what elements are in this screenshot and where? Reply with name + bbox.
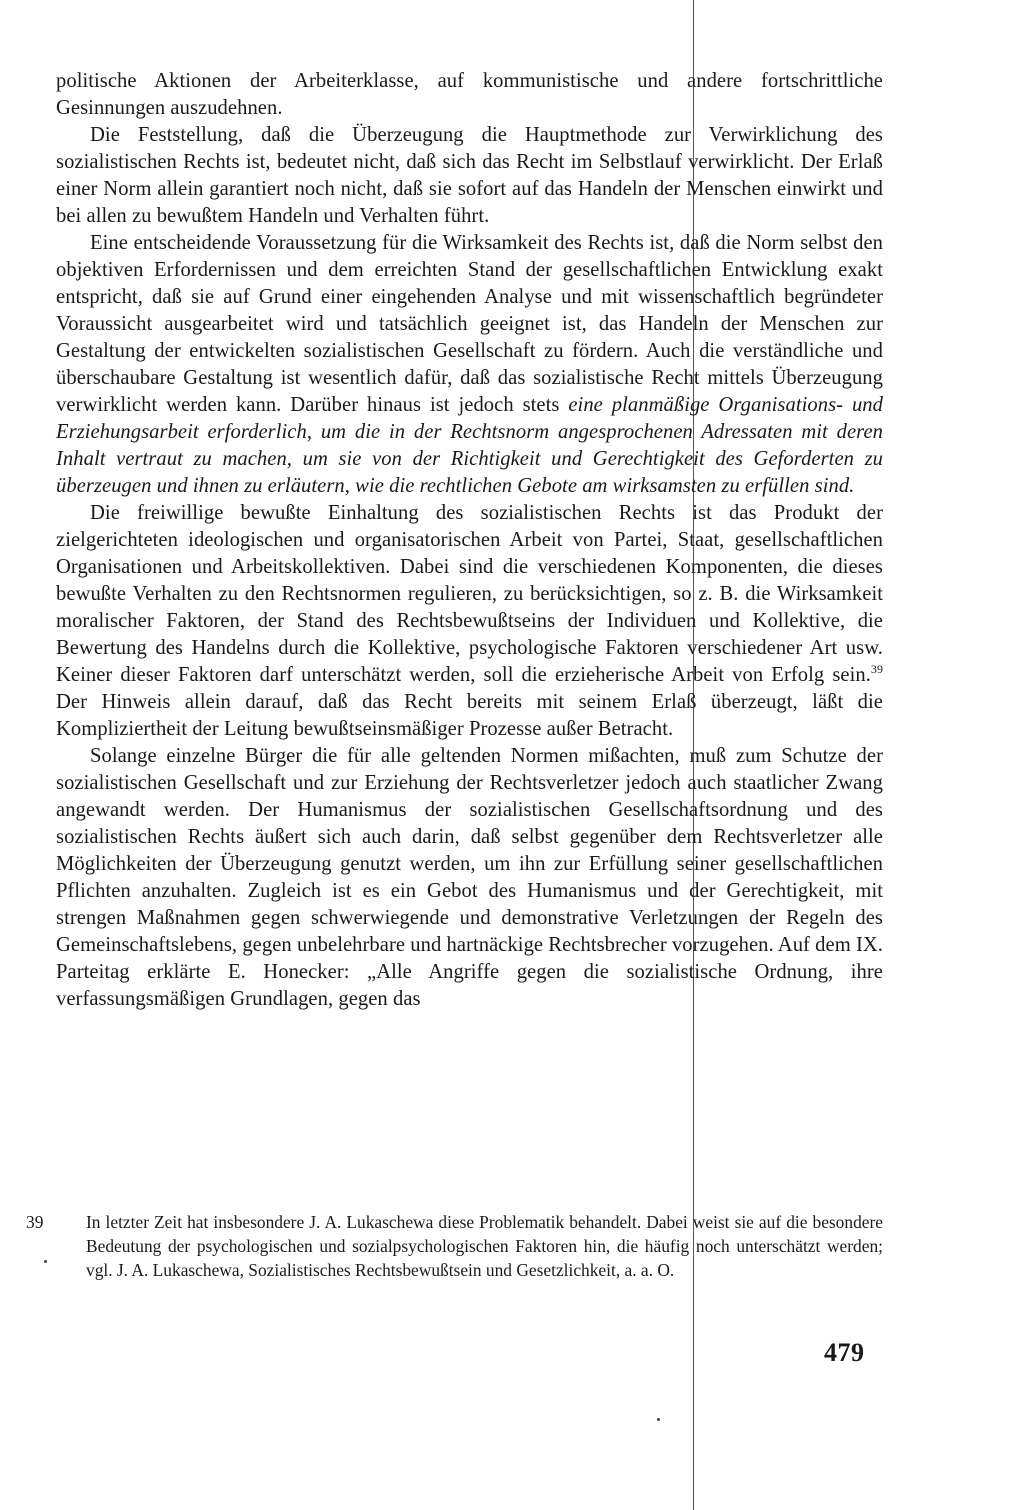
- paragraph-3-text: Eine entscheidende Voraussetzung für die Wirksamkeit des Rechts ist, daß die Norm selbst den objektiven Erfordernissen und dem erreichten Stand der gesellschaftlichen Entwicklung exakt entspricht, daß sie auf Grund einer eingehenden Analyse und mit wissenschaftlich begründeter Voraussicht ausgearbeitet wird und tatsächlich geeignet ist, das Handeln der Menschen zur Gestaltung der entwickelten sozialistischen Gesellschaft zu fördern. Auch die verständliche und überschaubare Gestaltung ist wesentlich dafür, daß das sozialistische Recht mittels Überzeugung verwirklicht werden kann. Darüber hinaus ist jedoch stets: [56, 232, 883, 416]
- page-number: 479: [824, 1338, 865, 1367]
- footnote-number: 39: [26, 1212, 44, 1232]
- paragraph-1: politische Aktionen der Arbeiterklasse, auf kommunistische und andere fortschrittliche Gesinnungen auszudehnen.: [56, 70, 883, 119]
- body-text: [56, 68, 883, 1013]
- paragraph-4-tail: Der Hinweis allein darauf, daß das Recht bereits mit seinem Erlaß überzeugt, läßt die Kompliziertheit der Leitung bewußtseinsmäßiger Prozesse außer Betracht.: [56, 691, 883, 740]
- paragraph-4: [56, 500, 883, 743]
- footnote: [26, 1210, 883, 1282]
- paragraph-3: [56, 230, 883, 500]
- footnote-body: [26, 1210, 883, 1282]
- scan-speck: [44, 1260, 47, 1263]
- paragraph-4-text: Die freiwillige bewußte Einhaltung des sozialistischen Rechts ist das Produkt der zielgerichteten ideologischen und organisatorischen Arbeit von Partei, Staat, gesellschaftlichen Organisationen und Arbeitskollektiven. Dabei sind die verschiedenen Komponenten, die dieses bewußte Verhalten zu den Rechtsnormen regulieren, zu berücksichtigen, so z. B. die Wirksamkeit moralischer Faktoren, der Stand des Rechtsbewußtseins der Individuen und Kollektive, die Bewertung des Handelns durch die Kollektive, psychologische Faktoren verschiedener Art usw. Keiner dieser Faktoren darf unterschätzt werden, soll die erzieherische Arbeit von Erfolg sein.: [56, 502, 883, 686]
- scan-speck: [657, 1418, 660, 1421]
- footnote-reference[interactable]: 39: [870, 662, 883, 677]
- paragraph-3-emphasis: eine planmäßige Organisations- und Erziehungsarbeit erforderlich, um die in der Rechtsnorm angesprochenen Adressaten mit deren Inhalt vertraut zu machen, um sie von der Richtigkeit und Gerechtigkeit des Geforderten zu überzeugen und ihnen zu erläutern, wie die rechtlichen Gebote am wirksamsten zu erfüllen sind.: [56, 394, 883, 497]
- paragraph-2: Die Feststellung, daß die Überzeugung die Hauptmethode zur Verwirklichung des sozialistischen Rechts ist, bedeutet nicht, daß sich das Recht im Selbstlauf verwirklicht. Der Erlaß einer Norm allein garantiert noch nicht, daß sie sofort auf das Handeln der Menschen einwirkt und bei allen zu bewußtem Handeln und Verhalten führt.: [56, 124, 883, 227]
- footnote-text: In letzter Zeit hat insbesondere J. A. Lukaschewa diese Problematik behandelt. Dabei weist sie auf die besondere Bedeutung der psychologischen und sozialpsychologischen Faktoren hin, die häufig noch unterschätzt werden; vgl. J. A. Lukaschewa, Sozialistisches Rechtsbewußtsein und Gesetzlichkeit, a. a. O.: [86, 1212, 883, 1280]
- paragraph-5: Solange einzelne Bürger die für alle geltenden Normen mißachten, muß zum Schutze der sozialistischen Gesellschaft und zur Erziehung der Rechtsverletzer jedoch auch staatlicher Zwang angewandt werden. Der Humanismus der sozialistischen Gesellschaftsordnung und des sozialistischen Rechts äußert sich auch darin, daß selbst gegenüber dem Rechtsverletzer alle Möglichkeiten der Überzeugung genutzt werden, um ihn zur Erfüllung seiner gesellschaftlichen Pflichten anzuhalten. Zugleich ist es ein Gebot des Humanismus und der Gerechtigkeit, mit strengen Maßnahmen gegen schwerwiegende und demonstrative Verletzungen der Regeln des Gemeinschaftslebens, gegen unbelehrbare und hartnäckige Rechtsbrecher vorzugehen. Auf dem IX. Parteitag erklärte E. Honecker: „Alle Angriffe gegen die sozialistische Ordnung, ihre verfassungsmäßigen Grundlagen, gegen das: [56, 745, 883, 1010]
